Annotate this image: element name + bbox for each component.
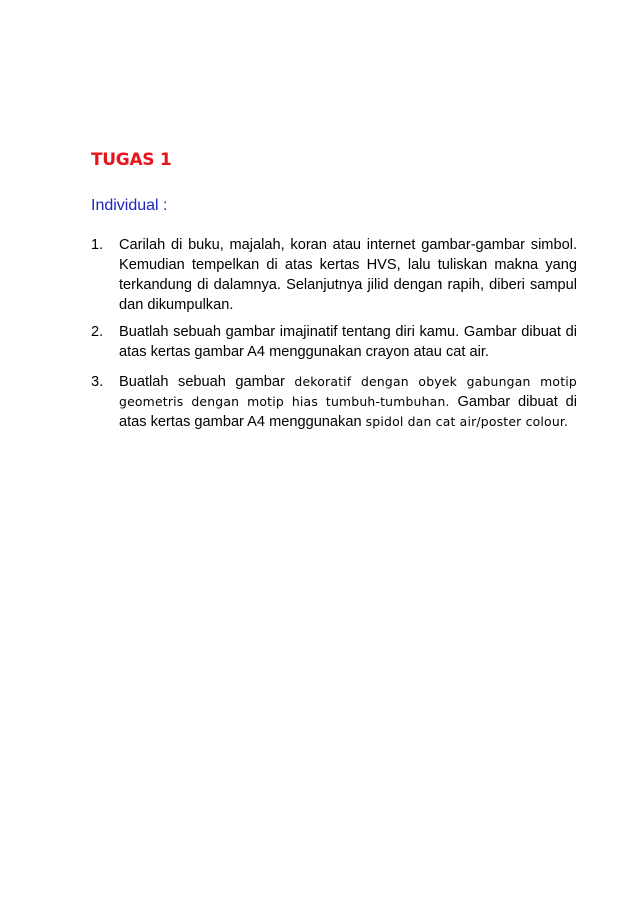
task-text-part: spidol dan cat air/poster colour. [365,414,569,429]
task-text-part: dekoratif dengan obyek gabungan motip geometris dengan motip hias tumbuh-tumbuhan. [119,374,577,409]
task-item-2 [91,322,577,362]
task-text: Buatlah sebuah gambar imajinatif tentang diri kamu. Gambar dibuat di atas kertas gambar A4 menggunakan crayon atau cat air. [119,324,577,360]
task-number: 1. [91,237,104,253]
page-title: TUGAS 1 [91,150,172,170]
section-subtitle: Individual : [91,197,168,214]
task-number: 2. [91,324,104,340]
task-text: Carilah di buku, majalah, koran atau internet gambar-gambar simbol. Kemudian tempelkan di atas kertas HVS, lalu tuliskan makna yang terkandung di dalamnya. Selanjutnya jilid dengan rapih, diberi sampul dan dikumpulkan. [119,237,577,313]
task-text [119,372,577,432]
task-item-1 [91,235,577,315]
task-text-part: Buatlah sebuah gambar [119,374,295,390]
task-text-part: Gambar dibuat di atas kertas gambar A4 menggunakan [119,394,577,430]
task-number: 3. [91,374,104,390]
task-item-3 [91,372,577,432]
